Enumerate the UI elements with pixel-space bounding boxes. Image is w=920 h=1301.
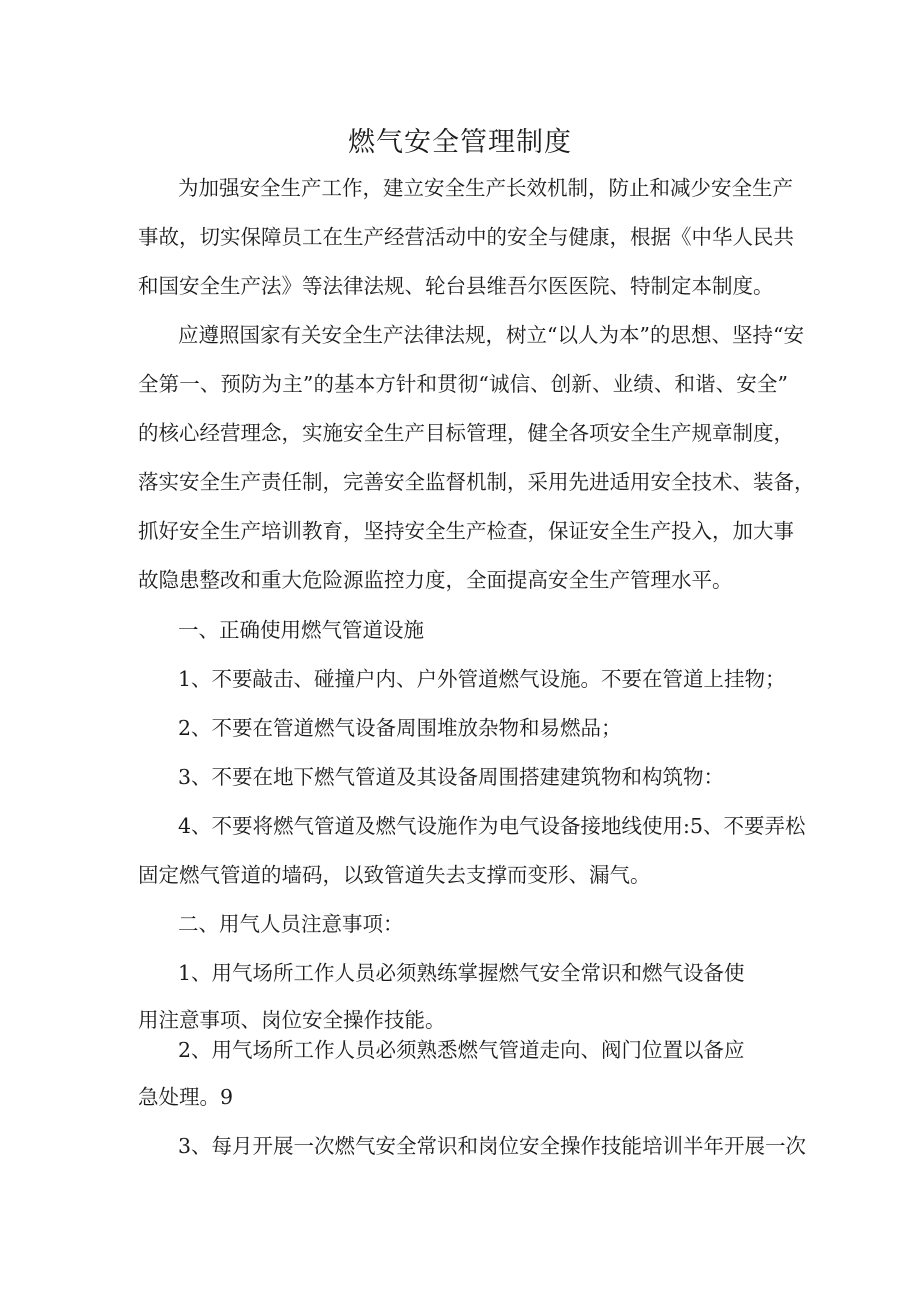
paragraph-line: 应遵照国家有关安全生产法律法规，树立“以人为本”的思想、坚持“安 bbox=[178, 323, 804, 347]
list-item: 4、不要将燃气管道及燃气设施作为电气设备接地线使用:5、不要弄松 bbox=[178, 814, 806, 838]
paragraph-line: 为加强安全生产工作，建立安全生产长效机制，防止和减少安全生产 bbox=[178, 176, 793, 200]
list-item: 1、不要敲击、碰撞户内、户外管道燃气设施。不要在管道上挂物； bbox=[178, 667, 786, 691]
list-item: 3、每月开展一次燃气安全常识和岗位安全操作技能培训半年开展一次 bbox=[178, 1134, 807, 1158]
paragraph-line: 故隐患整改和重大危险源监控力度，全面提高安全生产管理水平。 bbox=[138, 568, 733, 592]
paragraph-line: 抓好安全生产培训教育，坚持安全生产检查，保证安全生产投入，加大事 bbox=[138, 519, 794, 543]
document-title: 燃气安全管理制度 bbox=[348, 127, 572, 158]
paragraph-line: 和国安全生产法》等法律法规、轮台县维吾尔医医院、特制定本制度。 bbox=[138, 274, 774, 298]
paragraph-line: 事故，切实保障员工在生产经营活动中的安全与健康，根据《中华人民共 bbox=[138, 225, 794, 249]
section-heading: 二、用气人员注意事项： bbox=[178, 912, 404, 936]
paragraph-line: 的核心经营理念，实施安全生产目标管理，健全各项安全生产规章制度， bbox=[138, 421, 794, 445]
paragraph-line: 落实安全生产责任制，完善安全监督机制，采用先进适用安全技术、装备， bbox=[138, 470, 815, 494]
list-item: 3、不要在地下燃气管道及其设备周围搭建建筑物和构筑物： bbox=[178, 765, 725, 789]
list-item: 用注意事项、岗位安全操作技能。 bbox=[138, 1008, 446, 1032]
list-item: 2、用气场所工作人员必须熟悉燃气管道走向、阀门位置以备应 bbox=[178, 1038, 745, 1062]
list-item: 1、用气场所工作人员必须熟练掌握燃气安全常识和燃气设备使 bbox=[178, 961, 745, 985]
list-item: 固定燃气管道的墙码，以致管道失去支撑而变形、漏气。 bbox=[138, 863, 651, 887]
paragraph-line: 全第一、预防为主”的基本方针和贯彻“诚信、创新、业绩、和谐、安全” bbox=[138, 372, 788, 396]
list-item: 急处理。9 bbox=[138, 1085, 234, 1109]
section-heading: 一、正确使用燃气管道设施 bbox=[178, 618, 424, 642]
list-item: 2、不要在管道燃气设备周围堆放杂物和易燃品； bbox=[178, 716, 622, 740]
